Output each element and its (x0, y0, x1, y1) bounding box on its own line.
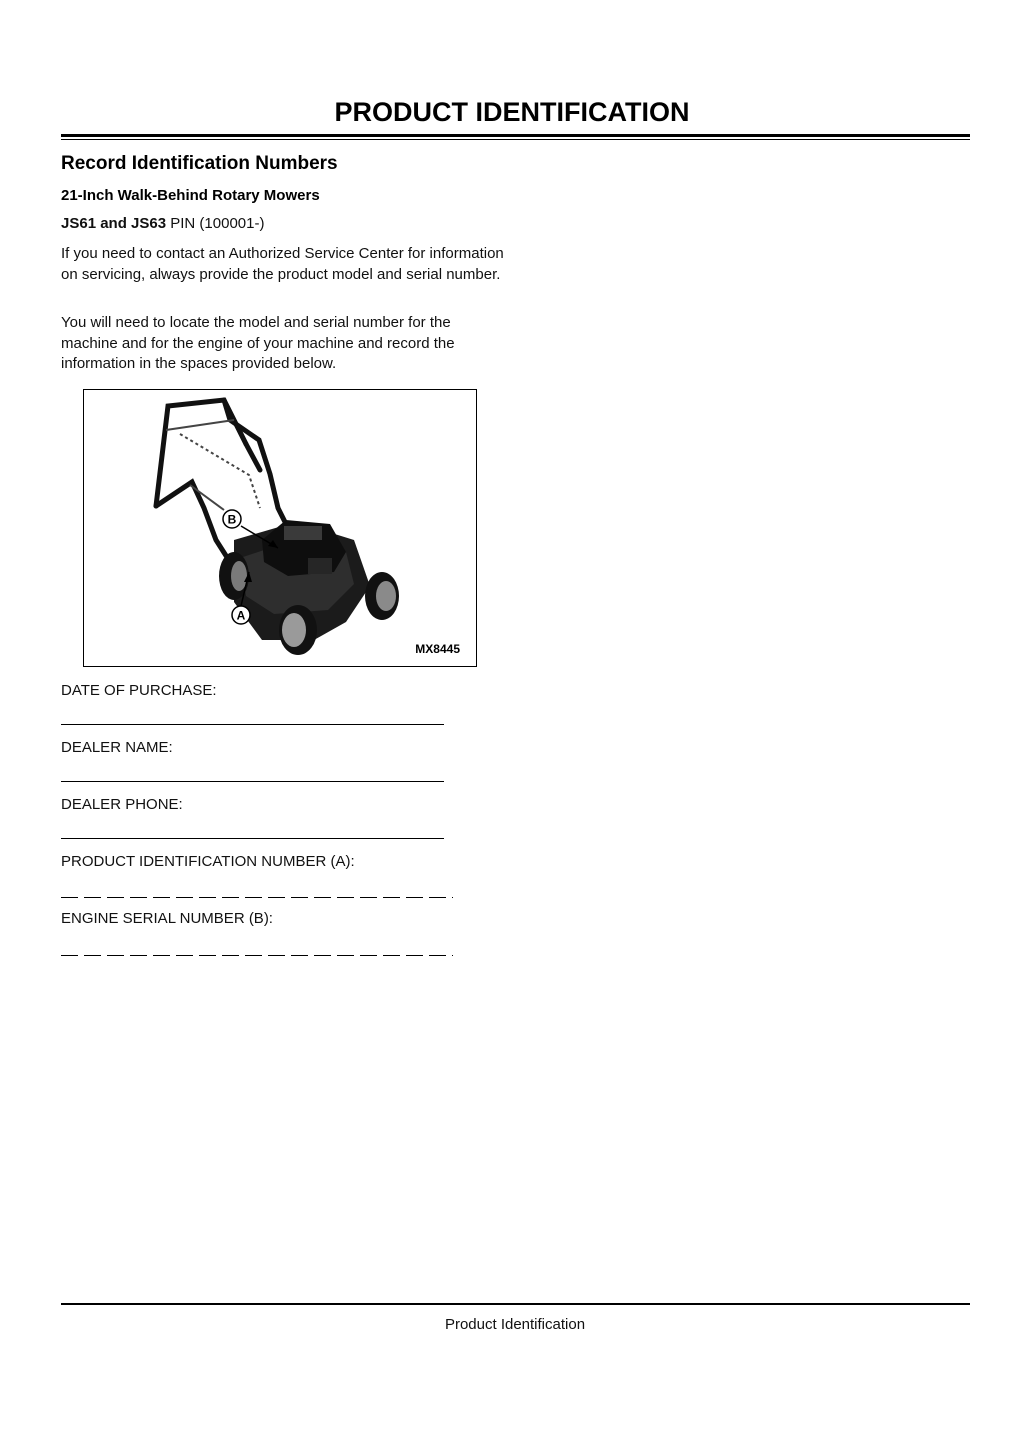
page-title: PRODUCT IDENTIFICATION (334, 97, 690, 127)
intro-paragraph: If you need to contact an Authorized Service Center for information on servicing, always provide the product model and serial number. (61, 245, 504, 283)
model-names: JS61 and JS63 (61, 215, 167, 232)
model-line (61, 215, 264, 232)
title-rule-thick (61, 134, 970, 137)
section-subheading: 21-Inch Walk-Behind Rotary Mowers (61, 187, 320, 204)
footer-title: Product Identification (444, 1316, 586, 1333)
pin-label: PRODUCT IDENTIFICATION NUMBER (A): (61, 853, 355, 870)
engine-serial-label: ENGINE SERIAL NUMBER (B): (61, 910, 273, 927)
mower-figure (83, 389, 477, 667)
engine-serial-blank (61, 955, 453, 956)
callout-b-label: B (227, 512, 237, 527)
callout-a-label: A (236, 608, 246, 623)
figure-code: MX8445 (415, 642, 460, 656)
pin-blank (61, 897, 453, 898)
date-of-purchase-label: DATE OF PURCHASE: (61, 682, 217, 699)
dealer-phone-line (61, 838, 444, 839)
dealer-name-label: DEALER NAME: (61, 739, 173, 756)
mower-illustration (84, 390, 476, 666)
dealer-phone-label: DEALER PHONE: (61, 796, 183, 813)
footer-rule (61, 1303, 970, 1305)
section-heading: Record Identification Numbers (61, 153, 338, 174)
title-rule-thin (61, 139, 970, 140)
dealer-name-line (61, 781, 444, 782)
date-of-purchase-line (61, 724, 444, 725)
pin-range: PIN (100001-) (170, 215, 265, 232)
instructions-paragraph: You will need to locate the model and serial number for the machine and for the engine of your machine and record the information in the spaces provided below. (61, 314, 455, 372)
